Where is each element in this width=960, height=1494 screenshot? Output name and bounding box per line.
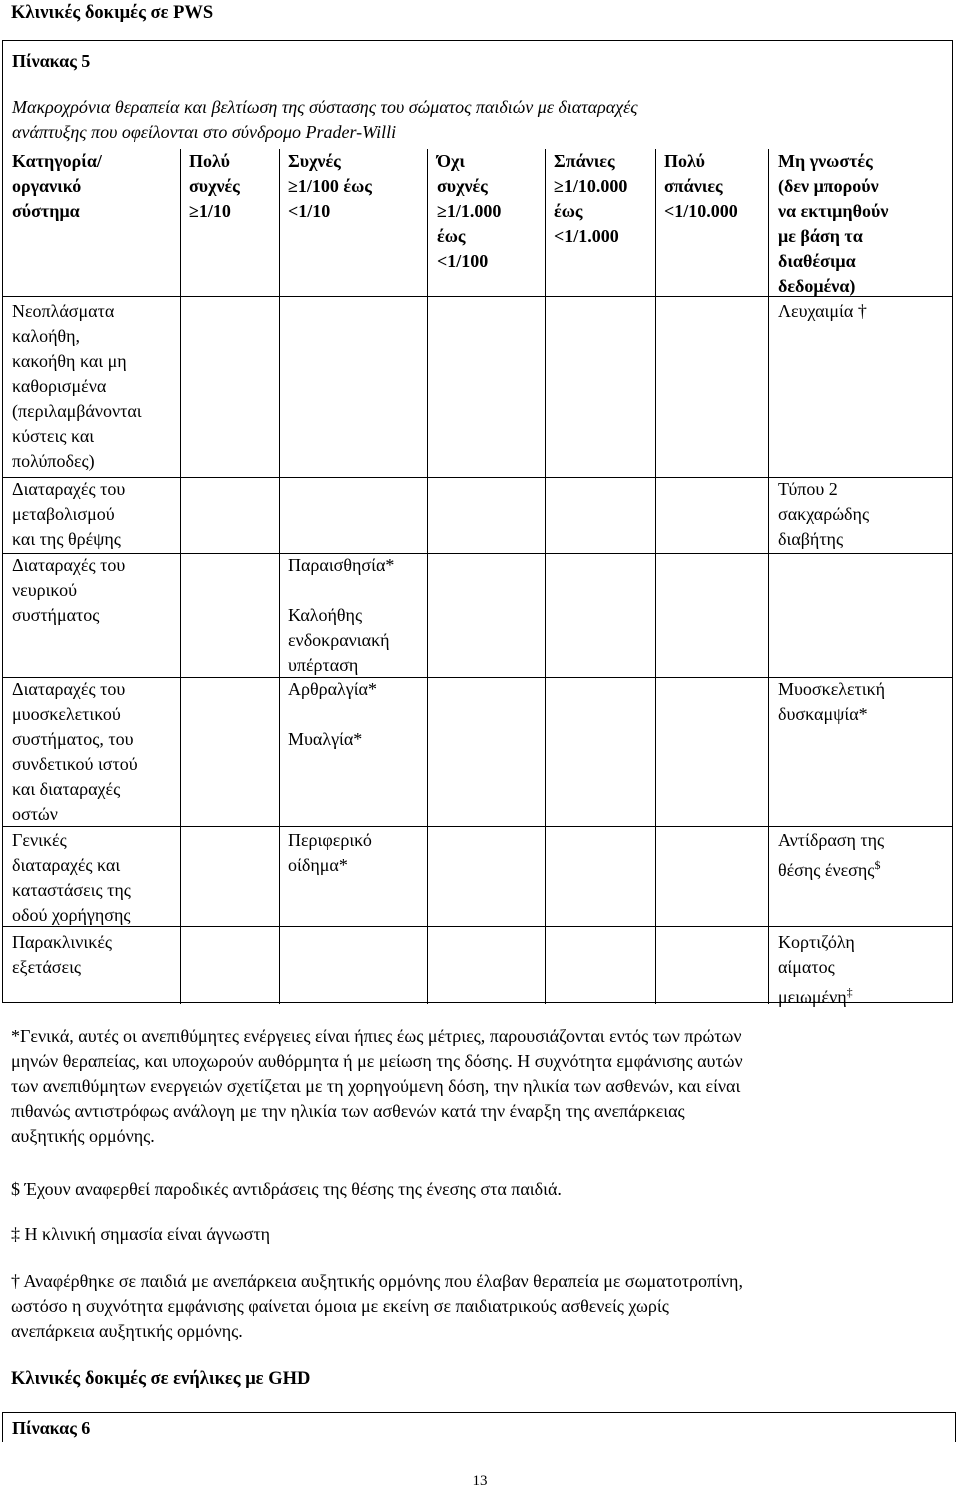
cell-common-musculoskeletal: Αρθραλγία* Μυαλγία* [288,679,377,749]
page-number: 13 [472,1473,488,1489]
header-uncommon: Όχι συχνές ≥1/1.000 έως <1/100 [437,151,502,271]
cell-unknown-injection-site: Αντίδραση της θέσης ένεσης$ [778,830,885,880]
column-divider [427,149,428,1004]
table-5 [2,40,953,1007]
table-caption [12,95,912,145]
section-title-ghd: Κλινικές δοκιμές σε ενήλικες με GHD [11,1369,311,1389]
caption-line: Μακροχρόνια θεραπεία και βελτίωση της σύστασης του σώματος παιδιών με διαταραχές [12,97,638,117]
header-very-common: Πολύ συχνές ≥1/10 [189,151,240,221]
row-category-musculoskeletal: Διαταραχές του μυοσκελετικού συστήματος, του συνδετικού ιστού και διαταραχές οστών [12,679,138,824]
cell-unknown-musculoskeletal: Μυοσκελετική δυσκαμψία* [778,679,886,724]
table-6 [2,1412,956,1442]
row-divider [3,926,952,927]
table-6-label: Πίνακας 6 [12,1418,91,1438]
caption-line: ανάπτυξης που οφείλονται στο σύνδρομο Prader-Willi [12,122,397,142]
cell-common-general: Περιφερικό οίδημα* [288,830,372,875]
cell-unknown-leukemia: Λευχαιμία † [778,301,867,321]
cell-unknown-diabetes: Τύπου 2 σακχαρώδης διαβήτης [778,479,870,549]
row-category-neoplasms: Νεοπλάσματα καλοήθη, κακοήθη και μη καθορισμένα (περιλαμβάνονται κύστεις και πολύποδες) [12,301,142,471]
column-divider [655,149,656,1004]
footnote-double-dagger: ‡ Η κλινική σημασία είναι άγνωστη [11,1224,271,1244]
row-category-general: Γενικές διαταραχές και καταστάσεις της οδού χορήγησης [12,830,131,925]
row-category-investigations: Παρακλινικές εξετάσεις [12,932,113,977]
column-divider [768,149,769,1004]
section-title-pws: Κλινικές δοκιμές σε PWS [11,3,214,23]
row-divider [3,826,952,827]
cell-unknown-cortisol: Κορτιζόλη αίματος μειωμένη‡ [778,932,855,1007]
footnote-dollar: $ Έχουν αναφερθεί παροδικές αντιδράσεις της θέσης της ένεσης στα παιδιά. [11,1179,562,1199]
header-unknown: Μη γνωστές (δεν μπορούν να εκτιμηθούν με βάση τα διαθέσιμα δεδομένα) [778,151,889,296]
cell-common-nervous: Παραισθησία* Καλοήθης ενδοκρανιακή υπέρταση [288,555,395,675]
row-category-nervous: Διαταραχές του νευρικού συστήματος [12,555,126,625]
table-label: Πίνακας 5 [12,51,91,71]
column-divider [180,149,181,1004]
row-divider [3,553,952,554]
footnote-dagger: † Αναφέρθηκε σε παιδιά με ανεπάρκεια αυξητικής ορμόνης που έλαβαν θεραπεία με σωματοτροπίνη, ωστόσο η συχνότητα εμφάνισης φαίνεται όμοια με εκείνη σε παιδιατρικούς ασθενείς χωρίς ανεπάρκεια αυξητικής ορμόνης. [11,1271,743,1341]
row-category-metabolism: Διαταραχές του μεταβολισμού και της θρέψης [12,479,126,549]
column-divider [545,149,546,1004]
header-category: Κατηγορία/ οργανικό σύστημα [12,151,102,221]
footnote-general: *Γενικά, αυτές οι ανεπιθύμητες ενέργειες είναι ήπιες έως μέτριες, παρουσιάζονται εντός των πρώτων μηνών θεραπείας, και υποχωρούν αυθόρμητα ή με μείωση της δόσης. Η συχνότητα εμφάνισης αυτών των ανεπιθύμητων ενεργειών σχετίζεται με τη χορηγούμενη δόση, την ηλικία των ασθενών, και είναι πιθανώς αντιστρόφως ανάλογη με την ηλικία των ασθενών κατά την έναρξη της ανεπάρκειας αυξητικής ορμόνης. [11,1026,743,1146]
header-common: Συχνές ≥1/100 έως <1/10 [288,151,372,221]
header-very-rare: Πολύ σπάνιες <1/10.000 [664,151,738,221]
column-divider [279,149,280,1004]
header-rare: Σπάνιες ≥1/10.000 έως <1/1.000 [554,151,628,246]
